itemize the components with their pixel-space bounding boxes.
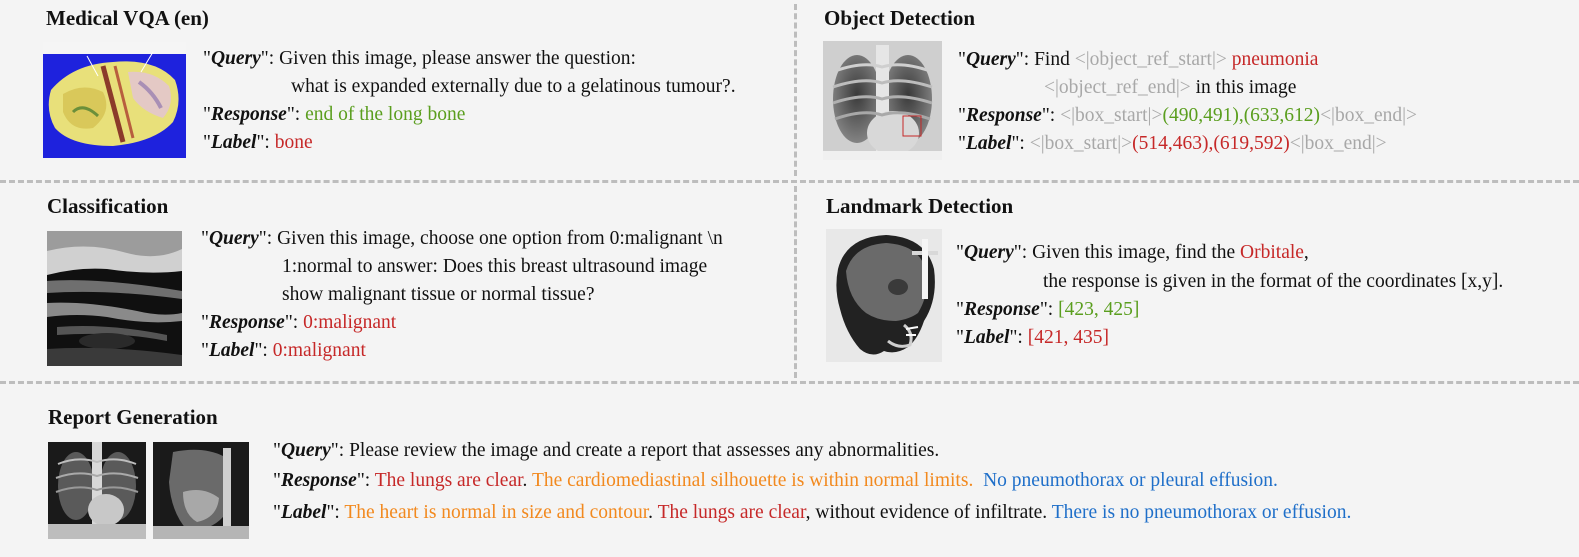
- response-line: "Response": The lungs are clear. The cardiomediastinal silhouette is within normal limits. No pneumothorax or pleural effusion.: [273, 470, 1278, 491]
- panel-title: Object Detection: [824, 6, 976, 30]
- cephalometric-xray-image: [826, 229, 942, 362]
- response-line: "Response": [423, 425]: [956, 299, 1140, 320]
- separator-vertical-top: [794, 4, 797, 176]
- query-line-1: "Query": Given this image, please answer the question:: [203, 48, 636, 69]
- label-line: "Label": bone: [203, 132, 313, 153]
- separator-vertical-mid: [794, 186, 797, 378]
- specimen-image: [43, 42, 186, 158]
- label-line: "Label": <|box_start|>(514,463),(619,592)<|box_end|>: [958, 133, 1387, 154]
- response-line: "Response": end of the long bone: [203, 104, 466, 125]
- panel-title: Report Generation: [48, 405, 218, 429]
- query-line-3: show malignant tissue or normal tissue?: [282, 284, 595, 305]
- frontal-chest-xray-image: [48, 442, 146, 539]
- query-line-2: what is expanded externally due to a gelatinous tumour?.: [291, 76, 736, 97]
- query-line-2: 1:normal to answer: Does this breast ultrasound image: [282, 256, 708, 277]
- label-line: "Label": 0:malignant: [201, 340, 366, 361]
- query-line-1: "Query": Given this image, choose one option from 0:malignant \n: [201, 228, 723, 249]
- separator-top: [0, 180, 1579, 183]
- query-line-2: the response is given in the format of the coordinates [x,y].: [1043, 271, 1504, 292]
- lateral-chest-xray-image: [153, 442, 249, 539]
- label-line: "Label": [421, 435]: [956, 327, 1109, 348]
- query-line-1: "Query": Given this image, find the Orbitale,: [956, 242, 1309, 263]
- panel-title: Landmark Detection: [826, 194, 1014, 218]
- label-line: "Label": The heart is normal in size and contour. The lungs are clear, without evidence of infiltrate. There is no pneumothorax or effusion.: [273, 502, 1352, 523]
- panel-title: Classification: [47, 194, 169, 218]
- separator-bottom: [0, 381, 1579, 384]
- panel-title: Medical VQA (en): [46, 6, 209, 30]
- query-line: "Query": Please review the image and create a report that assesses any abnormalities.: [273, 440, 940, 461]
- query-line-2: <|object_ref_end|> in this image: [1044, 77, 1297, 98]
- query-line-1: "Query": Find <|object_ref_start|> pneumonia: [958, 49, 1319, 70]
- response-line: "Response": <|box_start|>(490,491),(633,612)<|box_end|>: [958, 105, 1418, 126]
- response-line: "Response": 0:malignant: [201, 312, 397, 333]
- chest-xray-image: [823, 41, 942, 160]
- ultrasound-image: [47, 231, 182, 366]
